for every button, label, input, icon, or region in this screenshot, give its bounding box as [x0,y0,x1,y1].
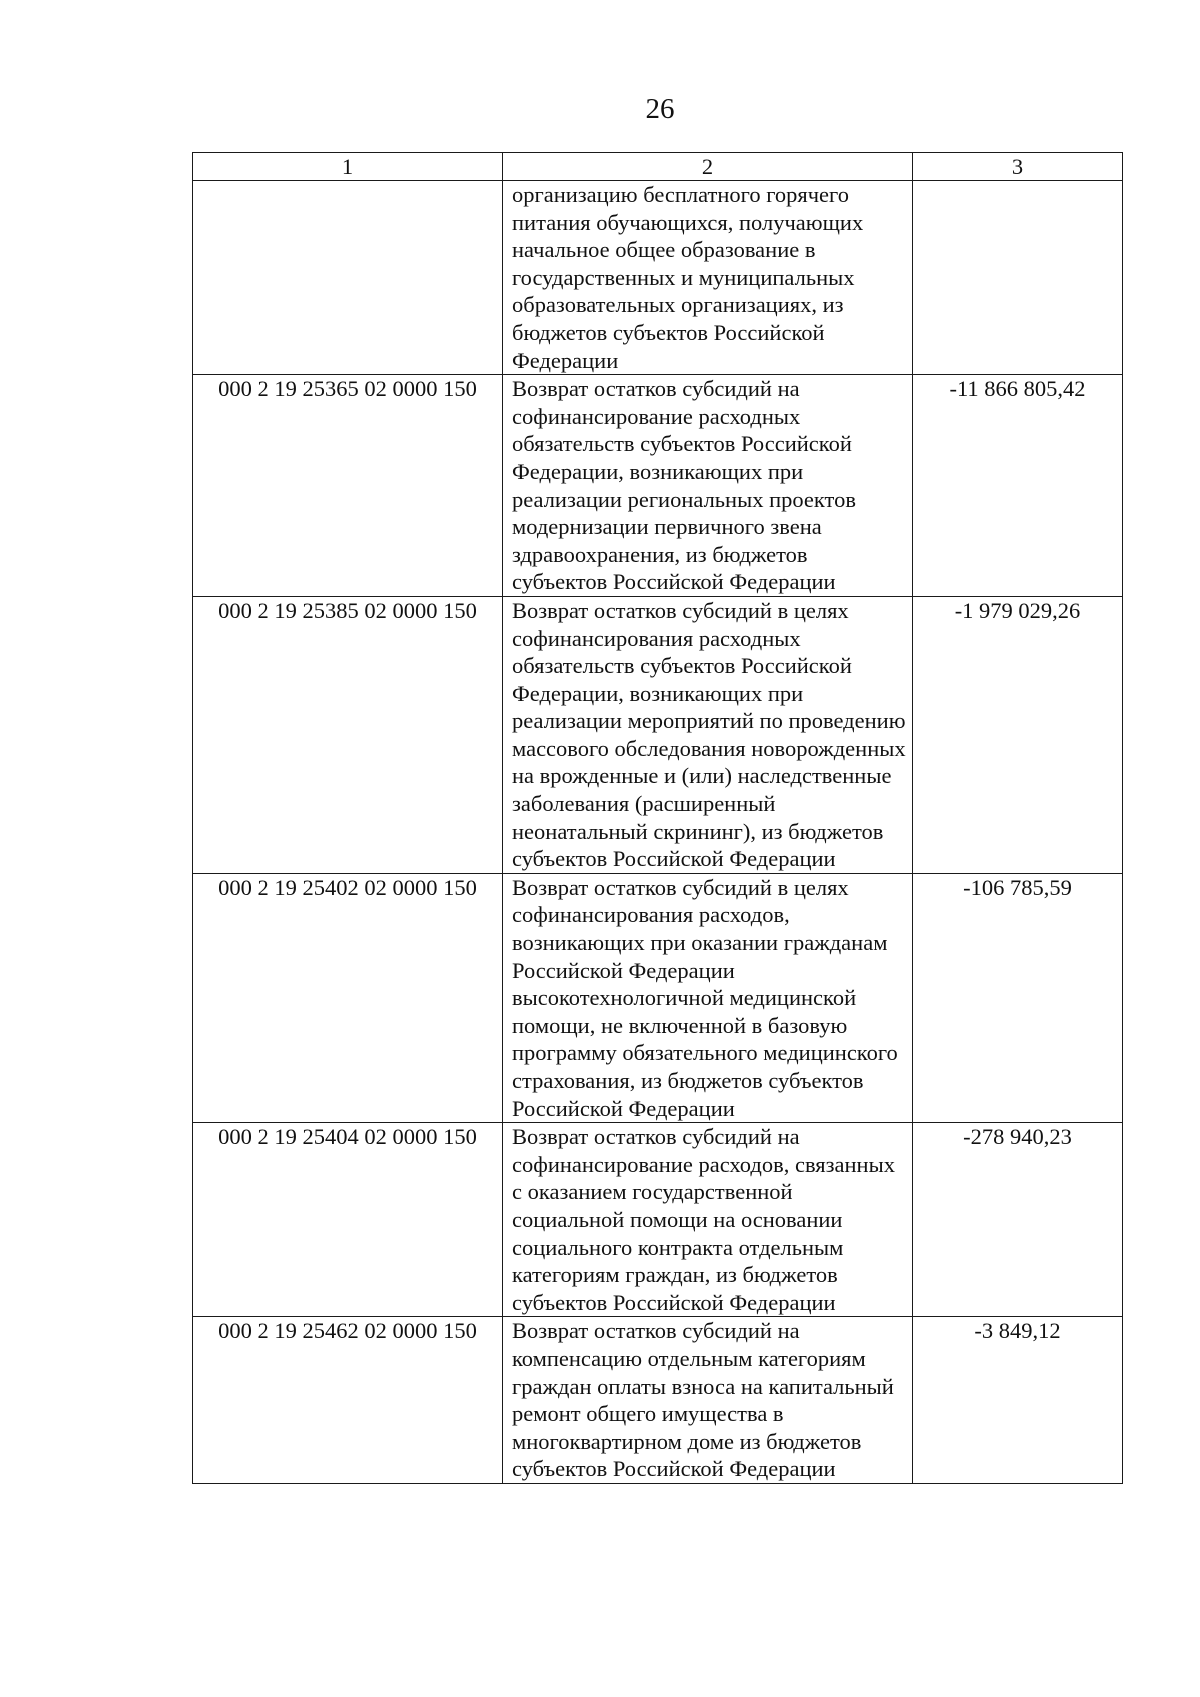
income-description: Возврат остатков субсидий в целях софинансирования расходных обязательств субъектов Российской Федерации, возникающих при реализации мероприятий по проведению массового обследования новорожденных на врожденные и (или) наследственные заболевания (расширенный неонатальный скрининг), из бюджетов субъектов Российской Федерации [503,596,913,873]
income-description: Возврат остатков субсидий в целях софинансирования расходов, возникающих при оказании гражданам Российской Федерации высокотехнологичной медицинской помощи, не включенной в базовую программу обязательного медицинского страхования, из бюджетов субъектов Российской Федерации [503,873,913,1122]
budget-code [193,181,503,375]
table-row [193,1123,1123,1317]
page-number: 26 [645,93,675,125]
budget-code: 000 2 19 25402 02 0000 150 [193,873,503,1122]
table-row [193,1317,1123,1484]
budget-code: 000 2 19 25462 02 0000 150 [193,1317,503,1484]
income-description: Возврат остатков субсидий на софинансирование расходных обязательств субъектов Российской Федерации, возникающих при реализации региональных проектов модернизации первичного звена здравоохранения, из бюджетов субъектов Российской Федерации [503,375,913,597]
amount: -278 940,23 [913,1123,1123,1317]
amount [913,181,1123,375]
income-description: организацию бесплатного горячего питания обучающихся, получающих начальное общее образование в государственных и муниципальных образовательных организациях, из бюджетов субъектов Российской Федерации [503,181,913,375]
income-description: Возврат остатков субсидий на софинансирование расходов, связанных с оказанием государственной социальной помощи на основании социального контракта отдельным категориям граждан, из бюджетов субъектов Российской Федерации [503,1123,913,1317]
column-number-row [193,153,1123,181]
amount: -3 849,12 [913,1317,1123,1484]
table-row [193,596,1123,873]
budget-codes-table [192,152,1123,1484]
amount: -1 979 029,26 [913,596,1123,873]
table-row [193,873,1123,1122]
amount: -11 866 805,42 [913,375,1123,597]
column-number-3: 3 [913,153,1123,181]
table-row [193,181,1123,375]
table-row [193,375,1123,597]
column-number-1: 1 [193,153,503,181]
budget-code: 000 2 19 25385 02 0000 150 [193,596,503,873]
income-description: Возврат остатков субсидий на компенсацию отдельным категориям граждан оплаты взноса на капитальный ремонт общего имущества в многоквартирном доме из бюджетов субъектов Российской Федерации [503,1317,913,1484]
budget-code: 000 2 19 25404 02 0000 150 [193,1123,503,1317]
amount: -106 785,59 [913,873,1123,1122]
column-number-2: 2 [503,153,913,181]
budget-code: 000 2 19 25365 02 0000 150 [193,375,503,597]
